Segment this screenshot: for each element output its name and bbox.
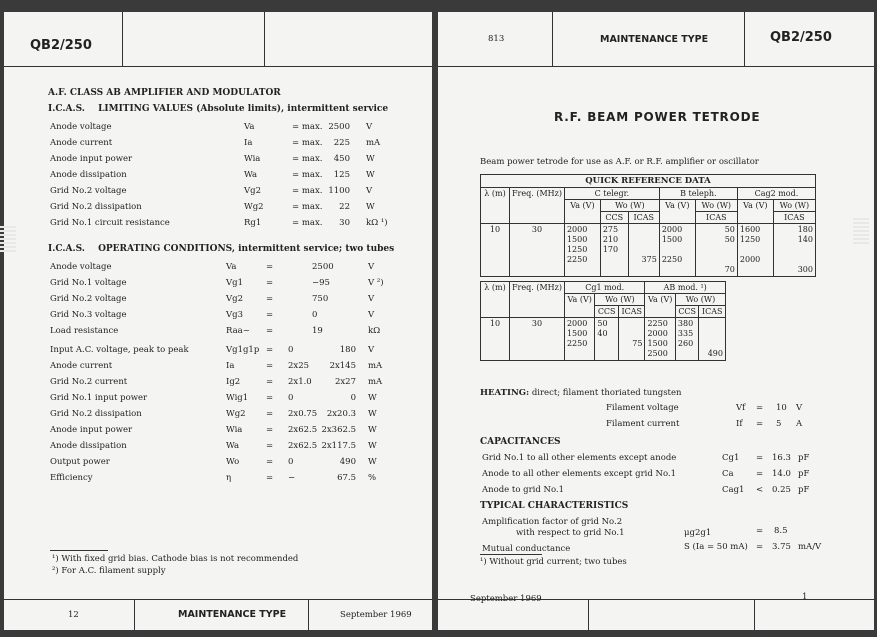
row-symbol: Rg1 <box>244 218 262 228</box>
qrd-cell: 300 <box>797 265 813 274</box>
amp-rel: = <box>756 526 764 536</box>
footer-date: September 1969 <box>470 594 542 604</box>
limiting-heading: LIMITING VALUES (Absolute limits), intermittent service <box>98 104 389 114</box>
qrd-cell: 1600 1250 2000 <box>737 224 773 277</box>
row-unit: mA <box>368 361 383 371</box>
row-symbol: Wa <box>226 441 240 451</box>
row-label: Anode dissipation <box>50 441 127 451</box>
row-unit: V <box>368 345 375 355</box>
row-value: 2500 <box>312 262 334 272</box>
qrd-cell: 375 <box>628 224 659 277</box>
row-unit: pF <box>798 485 810 495</box>
row-symbol: Wia <box>244 154 261 164</box>
lambda-header: λ (m) <box>481 188 510 224</box>
group-cg1-mod: Cg1 mod. <box>564 282 645 294</box>
row-value-max: 2x20.3 <box>326 409 356 419</box>
row-unit: W <box>366 170 375 180</box>
row-value: 30 <box>339 218 350 228</box>
row-relation: = max. <box>292 138 323 148</box>
row-symbol: Wa <box>244 170 258 180</box>
row-label: Grid No.2 current <box>50 377 128 387</box>
left-header <box>4 12 432 67</box>
row-label: Grid No.1 circuit resistance <box>50 218 170 228</box>
wo-header: Wo (W) <box>675 294 725 306</box>
qrd-cell: 50 50 <box>724 225 735 244</box>
left-page <box>4 12 432 630</box>
amp-symbol: μg2g1 <box>684 528 712 538</box>
row-symbol: Va <box>244 122 255 132</box>
freq-header: Freq. (MHz) <box>510 188 565 224</box>
group-c-telegr: C telegr. <box>564 188 659 200</box>
footer-date: September 1969 <box>340 610 412 620</box>
group-b-teleph: B teleph. <box>659 188 737 200</box>
row-relation: = max. <box>292 170 323 180</box>
qrd-cell: 275 210 170 <box>600 224 628 277</box>
row-label: Anode current <box>50 138 113 148</box>
row-label: Anode input power <box>50 154 133 164</box>
type-code: QB2/250 <box>770 30 832 45</box>
page-number: 1 <box>802 592 808 602</box>
row-relation: = <box>266 425 274 435</box>
row-value: 0 <box>312 310 318 320</box>
row-value-max: 2x362.5 <box>321 425 356 435</box>
row-relation: = <box>266 345 274 355</box>
row-unit: V <box>368 262 375 272</box>
row-value-max: 490 <box>339 457 356 467</box>
row-unit: V <box>366 122 373 132</box>
row-relation: = <box>266 457 274 467</box>
row-symbol: Raa~ <box>226 326 250 336</box>
row-value-min: 0 <box>288 457 294 467</box>
row-relation: = <box>266 441 274 451</box>
row-symbol: Ia <box>226 361 235 371</box>
row-value: 1100 <box>328 186 350 196</box>
row-relation: = max. <box>292 202 323 212</box>
row-value: 19 <box>312 326 323 336</box>
right-page <box>438 12 874 630</box>
amp-label-2: with respect to grid No.1 <box>516 528 625 538</box>
row-label: Output power <box>50 457 110 467</box>
row-unit: V ²) <box>368 278 384 288</box>
row-value: 2500 <box>328 122 350 132</box>
row-relation: = <box>266 310 274 320</box>
row-label: Efficiency <box>50 473 93 483</box>
row-label: Anode input power <box>50 425 133 435</box>
row-relation: = max. <box>292 218 323 228</box>
qrd-cell: 70 <box>724 265 735 274</box>
row-value-min: 2x25 <box>288 361 310 371</box>
row-value-min: 2x0.75 <box>288 409 318 419</box>
ccs-header: CCS <box>600 212 628 224</box>
ccs-icas-header: ICAS <box>773 212 815 224</box>
row-symbol: Cag1 <box>722 485 745 495</box>
binding-mark-left <box>0 226 16 252</box>
row-relation: = <box>266 294 274 304</box>
row-label: Anode current <box>50 361 113 371</box>
row-label: Filament current <box>606 419 680 429</box>
qrd-cell: 50 40 <box>595 318 619 361</box>
row-relation: = <box>266 278 274 288</box>
row-relation: = <box>266 393 274 403</box>
row-symbol: Vg1 <box>226 278 243 288</box>
row-symbol: Wig1 <box>226 393 249 403</box>
row-label: Anode voltage <box>50 122 112 132</box>
row-value: −95 <box>312 278 330 288</box>
mc-rel: = <box>756 542 764 552</box>
row-symbol: Vg2 <box>226 294 243 304</box>
row-relation: = <box>266 409 274 419</box>
row-value-max: 67.5 <box>337 473 356 483</box>
footnote-rule <box>480 554 542 555</box>
amp-value: 8.5 <box>774 526 788 536</box>
row-unit: W <box>366 154 375 164</box>
row-relation: = <box>756 453 764 463</box>
qrd-cell: 30 <box>510 224 565 277</box>
row-symbol: Cg1 <box>722 453 740 463</box>
left-footer <box>4 599 432 630</box>
row-relation: = <box>266 326 274 336</box>
row-label: Input A.C. voltage, peak to peak <box>50 345 189 355</box>
qrd-cell: 2250 2000 1500 2500 <box>645 318 675 361</box>
row-unit: V <box>796 403 803 413</box>
row-relation: = <box>266 361 274 371</box>
ccs-icas-header: ICAS <box>695 212 737 224</box>
row-value-min: 2x62.5 <box>288 425 318 435</box>
wo-header: Wo (W) <box>600 200 659 212</box>
row-unit: W <box>368 457 377 467</box>
row-symbol: Vg1g1p <box>226 345 260 355</box>
right-footnote: ¹) Without grid current; two tubes <box>480 557 627 567</box>
va-header: Va (V) <box>564 294 594 318</box>
row-value-min: 2x62.5 <box>288 441 318 451</box>
freq-header: Freq. (MHz) <box>510 282 565 318</box>
row-relation: = <box>756 419 764 429</box>
row-unit: mA <box>368 377 383 387</box>
intro-text: Beam power tetrode for use as A.F. or R.F. amplifier or oscillator <box>480 157 759 167</box>
row-unit: pF <box>798 469 810 479</box>
qrd-cell: 75 <box>618 318 644 361</box>
qrd-cell: 2000 1500 2250 <box>564 318 594 361</box>
row-relation: = <box>756 469 764 479</box>
row-symbol: Vg3 <box>226 310 243 320</box>
row-value-max: 2x27 <box>334 377 356 387</box>
row-value: 5 <box>776 419 782 429</box>
row-symbol: Vf <box>736 403 746 413</box>
binding-mark-right <box>853 218 869 244</box>
right-footer <box>438 592 874 630</box>
type-code: QB2/250 <box>30 38 92 53</box>
icas-header: ICAS <box>618 306 644 318</box>
lambda-header: λ (m) <box>481 282 510 318</box>
row-symbol: η <box>226 473 232 483</box>
row-value: 225 <box>333 138 350 148</box>
row-symbol: Va <box>226 262 237 272</box>
row-symbol: Wo <box>226 457 240 467</box>
va-header: Va (V) <box>659 200 695 224</box>
row-relation: = <box>266 473 274 483</box>
row-symbol: Wg2 <box>226 409 246 419</box>
group-cag2-mod: Cag2 mod. <box>737 188 815 200</box>
row-label: Load resistance <box>50 326 119 336</box>
row-value: 14.0 <box>772 469 791 479</box>
row-unit: A <box>796 419 803 429</box>
row-label: Anode to all other elements except grid No.1 <box>482 469 677 479</box>
row-value: 10 <box>776 403 787 413</box>
row-unit: mA <box>366 138 381 148</box>
row-label: Grid No.3 voltage <box>50 310 127 320</box>
row-unit: W <box>368 409 377 419</box>
row-label: Anode dissipation <box>50 170 127 180</box>
limiting-ica: I.C.A.S. <box>48 104 85 114</box>
row-value: 450 <box>333 154 350 164</box>
row-value-max: 180 <box>339 345 356 355</box>
row-unit: pF <box>798 453 810 463</box>
qrd-cell: 380 335 260 <box>675 318 699 361</box>
footer-type: MAINTENANCE TYPE <box>178 609 287 620</box>
qrd-cell: 2000 1500 2250 <box>659 224 695 277</box>
row-value-max: 0 <box>350 393 356 403</box>
row-value: 0.25 <box>772 485 791 495</box>
row-relation: = max. <box>292 122 323 132</box>
va-header: Va (V) <box>645 294 675 318</box>
icas-header: ICAS <box>628 212 659 224</box>
row-value: 16.3 <box>772 453 791 463</box>
page-number: 12 <box>68 610 79 620</box>
mc-unit: mA/V <box>798 542 822 552</box>
row-unit: V <box>368 310 375 320</box>
heating-text: direct; filament thoriated tungsten <box>531 388 682 398</box>
row-label: Grid No.2 voltage <box>50 186 127 196</box>
row-unit: kΩ ¹) <box>366 218 388 228</box>
qrd-cell: 10 <box>481 224 510 277</box>
row-unit: V <box>368 294 375 304</box>
typical-head: TYPICAL CHARACTERISTICS <box>480 501 629 511</box>
row-value-min: 0 <box>288 345 294 355</box>
mc-label: Mutual conductance <box>482 544 571 554</box>
row-symbol: Ia <box>244 138 253 148</box>
row-label: Anode to grid No.1 <box>482 485 565 495</box>
row-label: Grid No.2 dissipation <box>50 409 142 419</box>
row-relation: = max. <box>292 186 323 196</box>
row-value-min: − <box>288 473 296 483</box>
group-ab-mod: AB mod. ¹) <box>645 282 726 294</box>
row-unit: kΩ <box>368 326 381 336</box>
row-label: Grid No.2 voltage <box>50 294 127 304</box>
footnote-1: ¹) With fixed grid bias. Cathode bias is not recommended <box>52 554 299 564</box>
row-label: Grid No.1 input power <box>50 393 148 403</box>
row-symbol: If <box>736 419 743 429</box>
qrd-cell: 2000 1500 1250 2250 <box>564 224 600 277</box>
row-value: 125 <box>333 170 350 180</box>
quick-reference-table <box>480 174 816 361</box>
row-value: 22 <box>339 202 350 212</box>
page-title: R.F. BEAM POWER TETRODE <box>554 110 761 124</box>
va-header: Va (V) <box>737 200 773 224</box>
footnote-rule <box>50 550 108 551</box>
qrd-cell: 30 <box>510 318 565 361</box>
row-unit: W <box>368 393 377 403</box>
header-number: 813 <box>488 34 505 44</box>
row-label: Filament voltage <box>606 403 679 413</box>
row-label: Grid No.2 dissipation <box>50 202 142 212</box>
section-title: A.F. CLASS AB AMPLIFIER AND MODULATOR <box>48 88 281 98</box>
wo-header: Wo (W) <box>773 200 815 212</box>
row-value-max: 2x117.5 <box>321 441 356 451</box>
footnote-2: ²) For A.C. filament supply <box>52 566 166 576</box>
row-relation: = max. <box>292 154 323 164</box>
row-symbol: Ig2 <box>226 377 241 387</box>
row-label: Grid No.1 voltage <box>50 278 127 288</box>
row-symbol: Vg2 <box>244 186 261 196</box>
row-unit: W <box>368 425 377 435</box>
heating-head: HEATING: <box>480 388 530 398</box>
operating-heading: OPERATING CONDITIONS, intermittent service; two tubes <box>98 244 395 254</box>
wo-header: Wo (W) <box>695 200 737 212</box>
amp-label-1: Amplification factor of grid No.2 <box>482 517 623 527</box>
row-value-max: 2x145 <box>329 361 356 371</box>
row-symbol: Ca <box>722 469 734 479</box>
row-relation: < <box>756 485 764 495</box>
va-header: Va (V) <box>564 200 600 224</box>
mc-symbol: S (Ia = 50 mA) <box>684 542 748 552</box>
operating-ica: I.C.A.S. <box>48 244 85 254</box>
row-label: Anode voltage <box>50 262 112 272</box>
qrd-cell: 180 140 <box>797 225 813 244</box>
row-symbol: Wg2 <box>244 202 264 212</box>
ccs-header: CCS <box>595 306 619 318</box>
row-unit: W <box>368 441 377 451</box>
row-value: 750 <box>312 294 329 304</box>
row-value-min: 2x1.0 <box>288 377 312 387</box>
qrd-cell: 490 <box>699 318 726 361</box>
row-label: Grid No.1 to all other elements except anode <box>482 453 677 463</box>
qrd-cell: 10 <box>481 318 510 361</box>
header-type: MAINTENANCE TYPE <box>600 34 709 45</box>
row-unit: % <box>368 473 377 483</box>
right-header <box>438 12 874 67</box>
ccs-header: CCS <box>675 306 699 318</box>
icas-header: ICAS <box>699 306 726 318</box>
row-relation: = <box>756 403 764 413</box>
row-relation: = <box>266 262 274 272</box>
row-unit: V <box>366 186 373 196</box>
row-unit: W <box>366 202 375 212</box>
qrd-title: QUICK REFERENCE DATA <box>481 175 816 188</box>
row-symbol: Wia <box>226 425 243 435</box>
mc-value: 3.75 <box>772 542 791 552</box>
wo-header: Wo (W) <box>595 294 645 306</box>
row-value-min: 0 <box>288 393 294 403</box>
row-relation: = <box>266 377 274 387</box>
capacitances-head: CAPACITANCES <box>480 437 561 447</box>
